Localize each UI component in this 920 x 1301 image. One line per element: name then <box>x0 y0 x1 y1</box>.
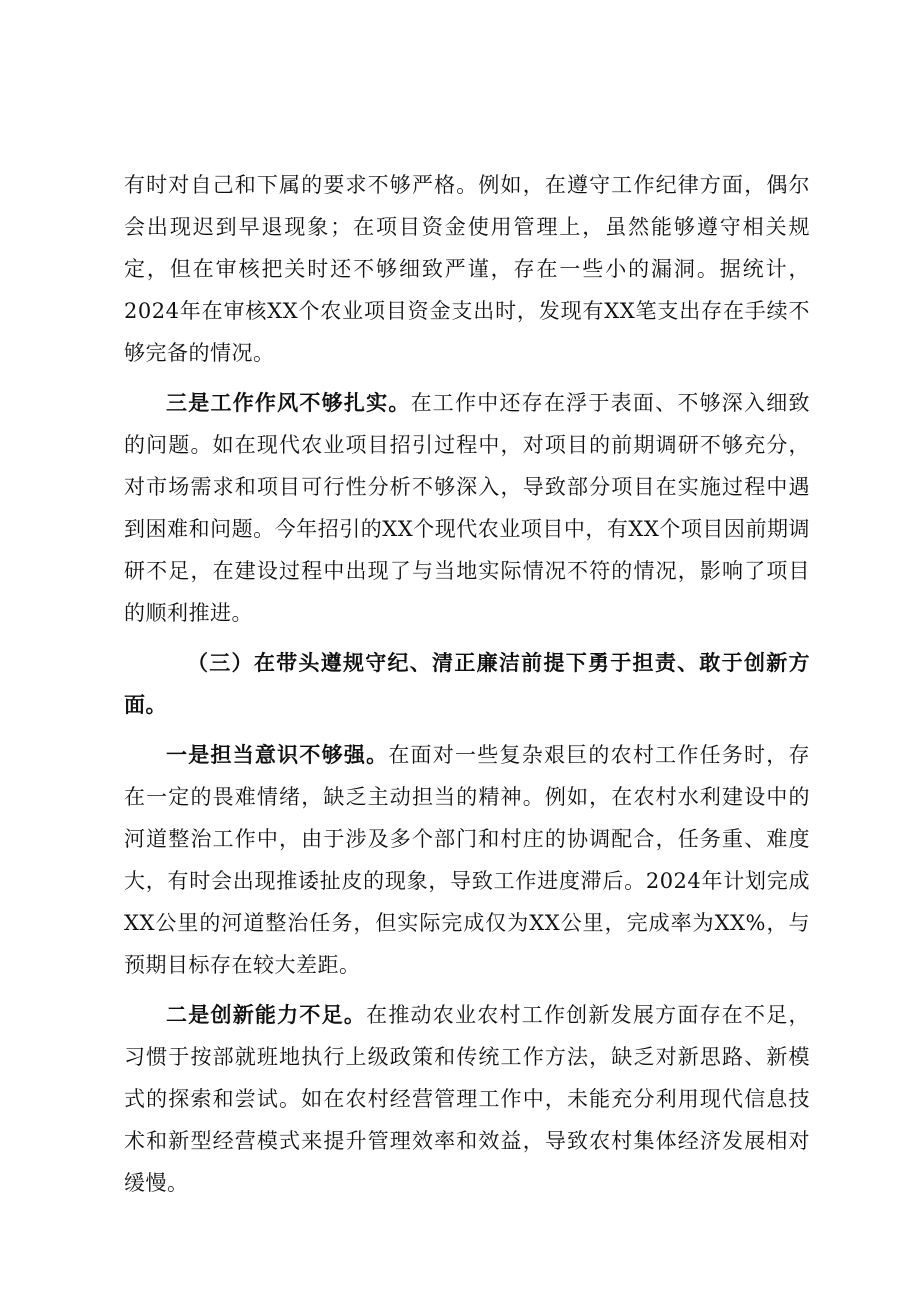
section-heading: （三）在带头遵规守纪、清正廉洁前提下勇于担责、敢于创新方面。 <box>124 650 810 717</box>
paragraph-lead: 三是工作作风不够扎实。 <box>166 390 411 415</box>
paragraph-continuation <box>124 164 810 374</box>
paragraph-lead: 二是创新能力不足。 <box>166 1002 367 1027</box>
paragraph-lead: 一是担当意识不够强。 <box>166 742 389 767</box>
paragraph-text: 在推动农业农村工作创新发展方面存在不足，习惯于按部就班地执行上级政策和传统工作方法，缺乏对新思路、新模式的探索和尝试。如在农村经营管理工作中，未能充分利用现代信息技术和新型经营模式来提升管理效率和效益，导致农村集体经济发展相对缓慢。 <box>124 1003 811 1195</box>
paragraph-text: 在面对一些复杂艰巨的农村工作任务时，存在一定的畏难情绪，缺乏主动担当的精神。例如，在农村水利建设中的河道整治工作中，由于涉及多个部门和村庄的协调配合，任务重、难度大，有时会出现推诿扯皮的现象，导致工作进度滞后。2024年计划完成XX公里的河道整治任务，但实际完成仅为XX公里，完成率为XX%，与预期目标存在较大差距。 <box>124 743 811 977</box>
paragraph-text: 有时对自己和下属的要求不够严格。例如，在遵守工作纪律方面，偶尔会出现迟到早退现象；在项目资金使用管理上，虽然能够遵守相关规定，但在审核把关时还不够细致严谨，存在一些小的漏洞。据统计，2024年在审核XX个农业项目资金支出时，发现有XX笔支出存在手续不够完备的情况。 <box>124 173 810 365</box>
paragraph-work-style <box>124 382 810 634</box>
paragraph-responsibility <box>124 734 810 986</box>
paragraph-text: 在工作中还存在浮于表面、不够深入细致的问题。如在现代农业项目招引过程中，对项目的前期调研不够充分，对市场需求和项目可行性分析不够深入，导致部分项目在实施过程中遇到困难和问题。今年招引的XX个现代农业项目中，有XX个项目因前期调研不足，在建设过程中出现了与当地实际情况不符的情况，影响了项目的顺利推进。 <box>124 391 811 625</box>
paragraph-innovation <box>124 994 810 1204</box>
document-body <box>124 164 810 1212</box>
